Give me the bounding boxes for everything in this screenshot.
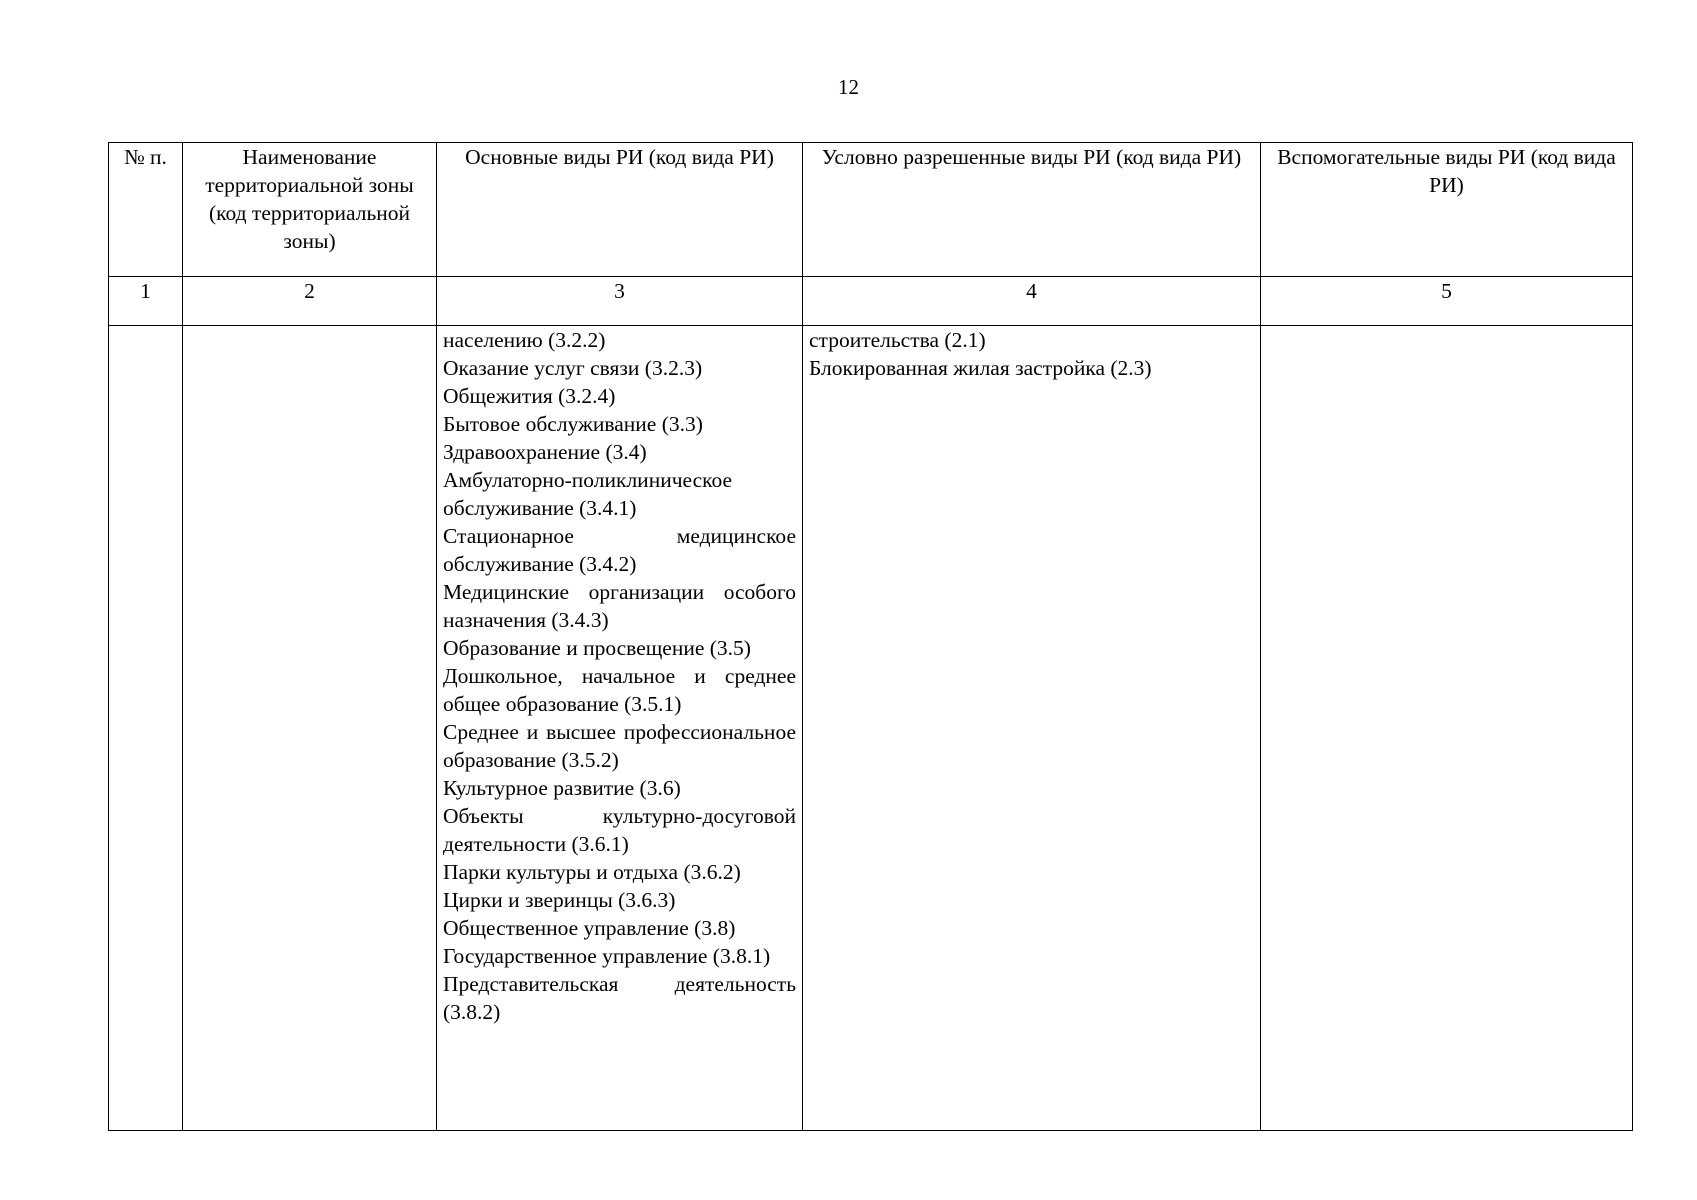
list-item: Среднее и высшее профессиональное образование (3.5.2) [443,720,796,772]
main-uses-cell [437,326,803,1131]
list-item: Культурное развитие (3.6) [443,776,681,800]
list-item: Здравоохранение (3.4) [443,440,647,464]
header-number: № п. [109,143,183,277]
auxiliary-uses-cell [1261,326,1633,1131]
list-item: Дошкольное, начальное и среднее общее образование (3.5.1) [443,664,796,716]
list-item: Общежития (3.2.4) [443,384,616,408]
list-item: Общественное управление (3.8) [443,916,736,940]
list-item: Государственное управление (3.8.1) [443,944,771,968]
header-main-uses: Основные виды РИ (код вида РИ) [437,143,803,277]
column-number-2: 2 [183,277,437,326]
list-item: Стационарное медицинское обслуживание (3.4.2) [443,524,796,576]
list-item: Оказание услуг связи (3.2.3) [443,356,703,380]
header-zone-name: Наименование территориальной зоны (код территориальной зоны) [183,143,437,277]
list-item: Объекты культурно-досуговой деятельности (3.6.1) [443,804,796,856]
column-number-row [109,277,1633,326]
list-item: Образование и просвещение (3.5) [443,636,751,660]
list-item: Амбулаторно-поликлиническое обслуживание (3.4.1) [443,468,733,520]
list-item: Блокированная жилая застройка (2.3) [809,356,1152,380]
header-auxiliary-uses: Вспомогательные виды РИ (код вида РИ) [1261,143,1633,277]
table-row [109,326,1633,1131]
page-number: 12 [838,75,859,99]
zones-table [108,142,1633,1131]
column-number-3: 3 [437,277,803,326]
list-item: Бытовое обслуживание (3.3) [443,412,703,436]
conditional-uses-cell [803,326,1261,1131]
table-header-row [109,143,1633,277]
column-number-5: 5 [1261,277,1633,326]
row-number-cell [109,326,183,1131]
column-number-4: 4 [803,277,1261,326]
zone-name-cell [183,326,437,1131]
list-item: Медицинские организации особого назначения (3.4.3) [443,580,796,632]
list-item: населению (3.2.2) [443,328,606,352]
header-conditional-uses: Условно разрешенные виды РИ (код вида РИ) [803,143,1261,277]
list-item: Парки культуры и отдыха (3.6.2) [443,860,741,884]
list-item: Представительская деятельность (3.8.2) [443,972,796,1024]
list-item: Цирки и зверинцы (3.6.3) [443,888,676,912]
list-item: строительства (2.1) [809,328,986,352]
column-number-1: 1 [109,277,183,326]
